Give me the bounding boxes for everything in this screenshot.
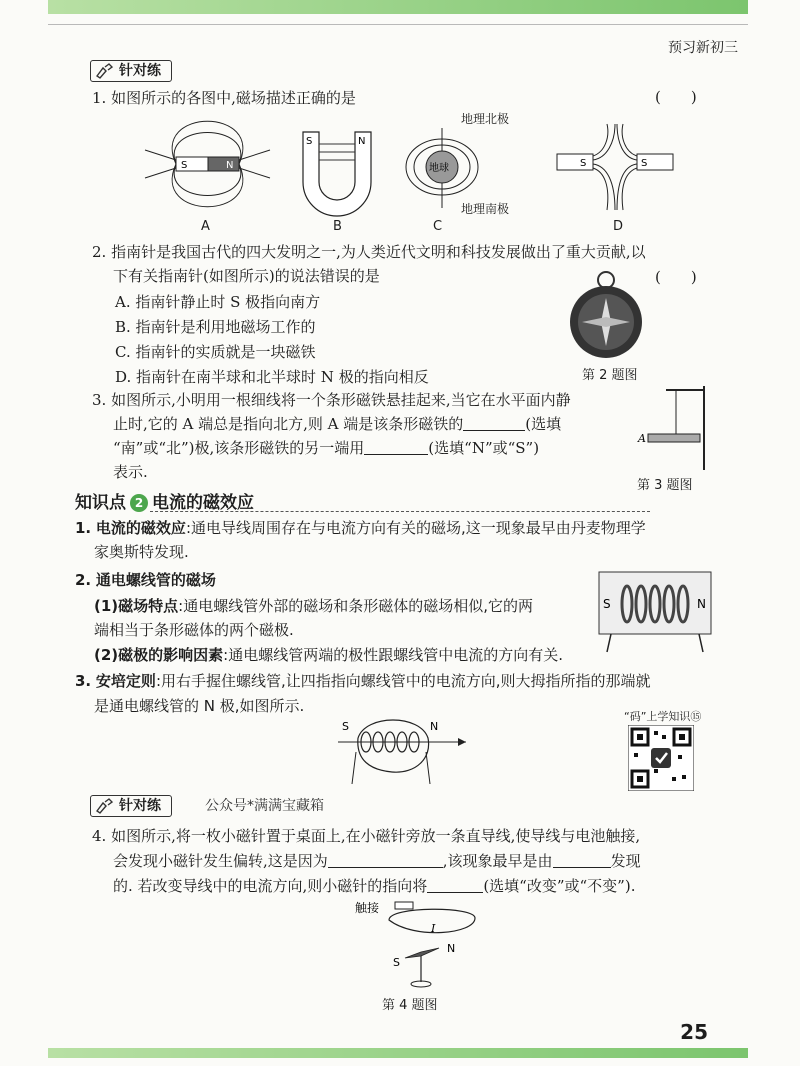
header-rule [48, 24, 748, 25]
q4-blank-3[interactable] [427, 877, 483, 893]
kp3-right-hand-rule-figure [336, 708, 476, 788]
kp2-sub2: (2)磁极的影响因素:通电螺线管两端的极性跟螺线管中电流的方向有关. [94, 646, 563, 664]
q3-fig-a-label: A [638, 432, 646, 445]
fig-d-left-s: S [580, 158, 587, 169]
practice-tag [90, 60, 172, 82]
kp3-fig-n: N [430, 720, 439, 733]
q1-stem: 1. 如图所示的各图中,磁场描述正确的是 [92, 89, 356, 107]
fig-b-s-label: S [306, 136, 313, 147]
q4-wire-compass-figure [355, 896, 495, 990]
kp3-fig-s: S [342, 720, 349, 733]
fig-a-n-label: N [226, 160, 234, 171]
q2-answer-paren: ( ) [655, 268, 697, 286]
section-heading: 知识点 2 电流的磁效应 [75, 493, 254, 513]
top-decor-bar [48, 0, 748, 14]
kp2-sub1-line1: (1)磁场特点:通电螺线管外部的磁场和条形磁体的磁场相似,它的两 [94, 597, 533, 615]
series-title: 预习新初三 [668, 40, 738, 56]
q2-stem-line1: 2. 指南针是我国古代的四大发明之一,为人类近代文明和科技发展做出了重大贡献,以 [92, 243, 646, 261]
q4-stem-line3: 的. 若改变导线中的电流方向,则小磁针的指向将 (选填“改变”或“不变”). [113, 877, 636, 895]
hand-pencil-icon [95, 62, 115, 80]
q4-fig-i-label: I [431, 922, 436, 935]
q4-figure-caption: 第 4 题图 [382, 998, 438, 1013]
q1-option-b: B [333, 219, 342, 234]
q1-option-c: C [433, 219, 443, 234]
hand-pencil-icon [95, 797, 115, 815]
fig-c-earth-label: 地球 [429, 163, 449, 174]
fig-c-south-label: 地理南极 [461, 202, 510, 216]
page-number: 25 [680, 1020, 708, 1044]
kp2-photo-n: N [697, 597, 706, 611]
bottom-decor-bar [48, 1048, 748, 1058]
q4-blank-2[interactable] [553, 852, 611, 868]
fig-b-n-label: N [358, 136, 366, 147]
practice-tag-label: 针对练 [119, 63, 161, 79]
kp1-line1: 1. 电流的磁效应:通电导线周围存在与电流方向有关的磁场,这一现象最早由丹麦物理学 [75, 519, 646, 537]
q4-fig-touch-label: 触接 [355, 901, 380, 915]
q1-option-a: A [201, 219, 210, 234]
kp2-sub1-line2: 端相当于条形磁体的两个磁极. [94, 621, 294, 639]
kp2-solenoid-photo [597, 570, 713, 656]
practice-tag-label: 针对练 [119, 798, 161, 814]
q3-figure-caption: 第 3 题图 [637, 478, 693, 493]
q3-blank-2[interactable] [364, 439, 428, 455]
section-dash-rule [150, 511, 650, 512]
fig-d-right-s: S [641, 158, 648, 169]
q3-stem-line3: “南”或“北”)极,该条形磁铁的另一端用 (选填“N”或“S”) [113, 439, 540, 457]
kp1-line2: 家奥斯特发现. [94, 543, 189, 561]
q1-answer-paren: ( ) [655, 88, 697, 106]
kp3-line2: 是通电螺线管的 N 极,如图所示. [94, 697, 305, 715]
q1-figure-b [295, 122, 380, 217]
q4-stem-line1: 4. 如图所示,将一枚小磁针置于桌面上,在小磁针旁放一条直导线,使导线与电池触接, [92, 827, 641, 845]
kp3-line1: 3. 安培定则:用右手握住螺线管,让四指指向螺线管中的电流方向,则大拇指所指的那端就 [75, 672, 651, 690]
q1-figure-a [140, 112, 275, 217]
q3-stem-line1: 3. 如图所示,小明用一根细线将一个条形磁铁悬挂起来,当它在水平面内静 [92, 391, 571, 409]
q2-choice-b: B. 指南针是利用地磁场工作的 [115, 318, 316, 336]
watermark-text: 公众号*满满宝藏箱 [205, 798, 324, 814]
q2-figure-caption: 第 2 题图 [582, 368, 638, 383]
section-number-badge: 2 [130, 494, 148, 512]
q3-stem-line4: 表示. [113, 463, 148, 481]
q2-stem-line2: 下有关指南针(如图所示)的说法错误的是 [113, 267, 380, 285]
q2-choice-c: C. 指南针的实质就是一块磁铁 [115, 343, 316, 361]
fig-a-s-label: S [181, 160, 188, 171]
qr-code-icon[interactable] [628, 725, 694, 791]
q4-blank-1[interactable] [328, 852, 443, 868]
q1-option-d: D [613, 219, 624, 234]
q2-compass-figure [568, 266, 658, 362]
q4-stem-line2: 会发现小磁针发生偏转,这是因为 ,该现象最早是由 发现 [113, 852, 641, 870]
q1-figure-d [555, 122, 675, 212]
q3-blank-1[interactable] [463, 415, 525, 431]
kp2-title: 2. 通电螺线管的磁场 [75, 571, 216, 589]
q2-choice-a: A. 指南针静止时 S 极指向南方 [115, 293, 321, 311]
q2-choice-d: D. 指南针在南半球和北半球时 N 极的指向相反 [115, 368, 429, 386]
q4-fig-n: N [447, 942, 456, 955]
fig-c-north-label: 地理北极 [461, 112, 510, 126]
q3-stem-line2: 止时,它的 A 端总是指向北方,则 A 端是该条形磁铁的 (选填 [113, 415, 562, 433]
q3-suspended-magnet-figure [636, 384, 716, 474]
kp2-photo-s: S [603, 597, 611, 611]
qr-title: “码”上学知识⑮ [624, 710, 702, 723]
practice-tag-2 [90, 795, 172, 817]
q4-fig-s: S [393, 956, 400, 969]
